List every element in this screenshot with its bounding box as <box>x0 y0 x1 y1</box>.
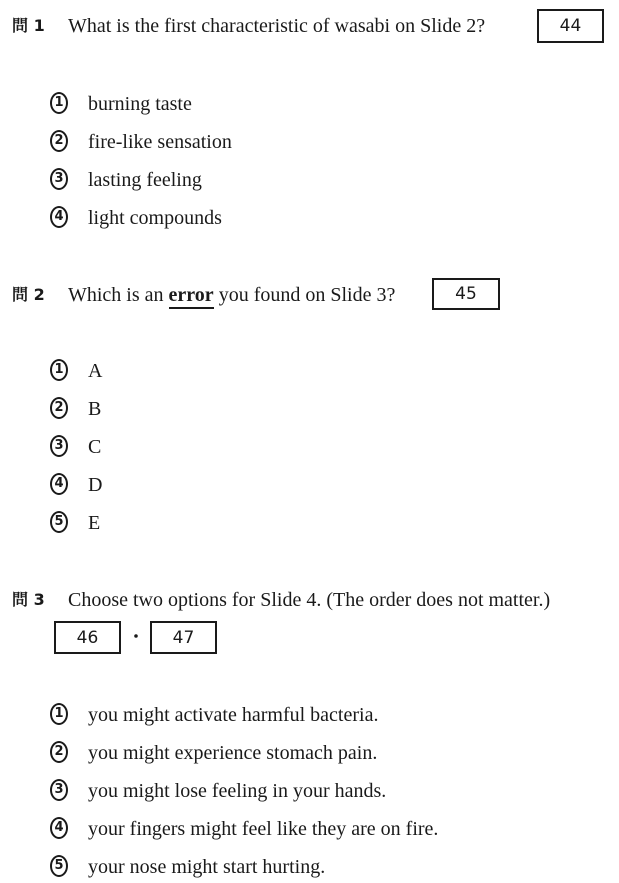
error-emphasis: error <box>169 284 214 309</box>
option-text: you might lose feeling in your hands. <box>88 780 387 802</box>
question-number: 問 2 <box>12 285 45 304</box>
question-text-after: you found on Slide 3? <box>213 284 396 306</box>
option-2-5[interactable] <box>50 510 610 536</box>
option-3-1[interactable] <box>50 702 610 728</box>
option-1-3[interactable] <box>50 167 610 193</box>
answer-separator: ・ <box>128 627 145 646</box>
option-marker: 4 <box>50 206 68 228</box>
option-text: B <box>88 398 102 420</box>
option-text: burning taste <box>88 93 192 115</box>
option-text: you might activate harmful bacteria. <box>88 704 379 726</box>
option-text: fire-like sensation <box>88 131 232 153</box>
option-marker: 5 <box>50 855 68 877</box>
option-text: A <box>88 360 103 382</box>
option-text: E <box>88 512 101 534</box>
option-marker: 1 <box>50 359 68 381</box>
answer-box-46[interactable]: 46 <box>54 621 121 654</box>
option-2-1[interactable] <box>50 358 610 384</box>
question-text <box>68 280 395 310</box>
option-1-1[interactable] <box>50 91 610 117</box>
option-text: your fingers might feel like they are on fire. <box>88 818 439 840</box>
option-marker: 2 <box>50 741 68 763</box>
question-text: Choose two options for Slide 4. (The order does not matter.) <box>68 589 551 611</box>
answer-box-45[interactable]: 45 <box>432 278 500 310</box>
option-text: your nose might start hurting. <box>88 856 326 878</box>
option-marker: 2 <box>50 130 68 152</box>
option-marker: 5 <box>50 511 68 533</box>
option-text: you might experience stomach pain. <box>88 742 378 764</box>
option-text: C <box>88 436 102 458</box>
question-3 <box>0 585 619 615</box>
question-2 <box>0 280 619 310</box>
option-marker: 1 <box>50 703 68 725</box>
option-marker: 3 <box>50 435 68 457</box>
answer-box-47[interactable]: 47 <box>150 621 217 654</box>
option-2-4[interactable] <box>50 472 610 498</box>
option-marker: 4 <box>50 473 68 495</box>
option-3-3[interactable] <box>50 778 610 804</box>
option-marker: 1 <box>50 92 68 114</box>
option-marker: 4 <box>50 817 68 839</box>
option-text: lasting feeling <box>88 169 202 191</box>
option-3-5[interactable] <box>50 854 610 880</box>
option-marker: 2 <box>50 397 68 419</box>
option-marker: 3 <box>50 168 68 190</box>
answer-box-44[interactable]: 44 <box>537 9 604 43</box>
question-text: What is the first characteristic of wasabi on Slide 2? <box>68 15 486 37</box>
question-number: 問 1 <box>12 16 45 35</box>
option-3-4[interactable] <box>50 816 610 842</box>
option-2-2[interactable] <box>50 396 610 422</box>
option-3-2[interactable] <box>50 740 610 766</box>
option-1-4[interactable] <box>50 205 610 231</box>
option-1-2[interactable] <box>50 129 610 155</box>
question-text-before: Which is an <box>68 284 169 306</box>
option-text: D <box>88 474 103 496</box>
option-text: light compounds <box>88 207 222 229</box>
question-1 <box>0 11 619 41</box>
question-number: 問 3 <box>12 590 45 609</box>
option-marker: 3 <box>50 779 68 801</box>
option-2-3[interactable] <box>50 434 610 460</box>
